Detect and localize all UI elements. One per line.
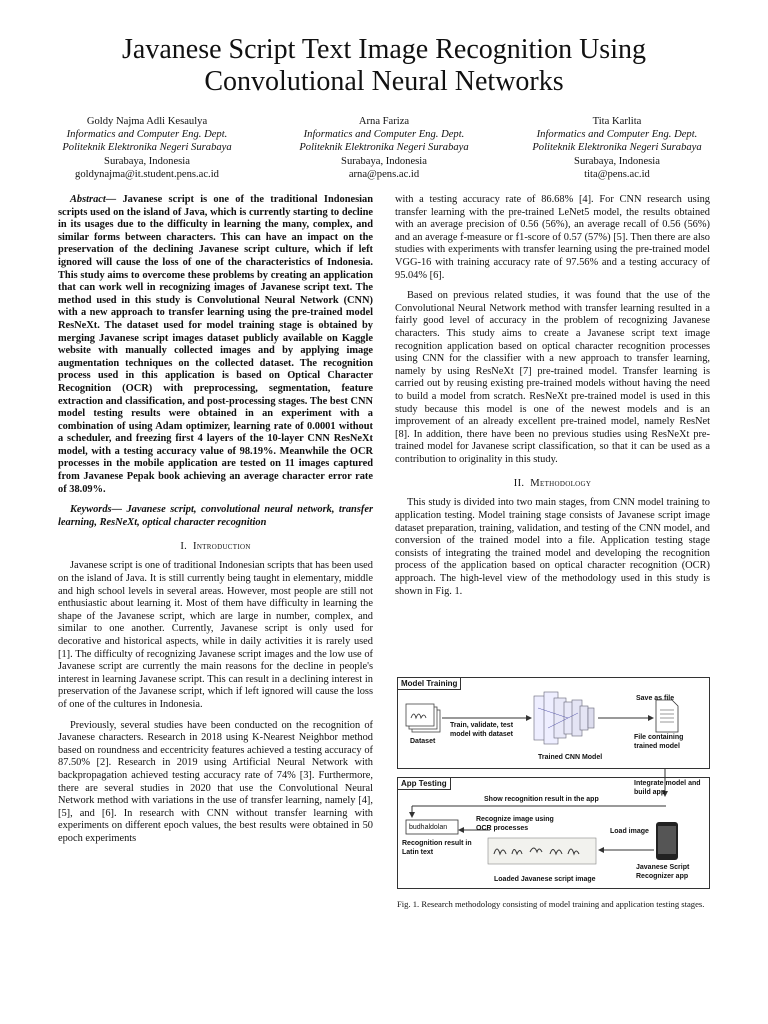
author-email: arna@pens.ac.id	[348, 168, 420, 180]
abstract-lead: Abstract—	[70, 194, 117, 205]
app-testing-title: App Testing	[398, 778, 451, 790]
author-dept: Informatics and Computer Eng. Dept.	[536, 129, 698, 141]
figure-1	[397, 677, 710, 889]
document-icon	[656, 700, 678, 732]
app-name-label: Javanese Script Recognizer app	[636, 864, 690, 880]
recognize-label: Recognize image using OCR processes	[476, 816, 554, 832]
cnn-model-icon	[534, 692, 594, 744]
author-email: goldynajma@it.student.pens.ac.id	[75, 168, 219, 180]
show-result-label: Show recognition result in the app	[484, 796, 599, 803]
author-city: Surabaya, Indonesia	[574, 155, 660, 167]
file-containing-label: File containing trained model	[634, 734, 684, 750]
loaded-image-label: Loaded Javanese script image	[494, 876, 596, 883]
intro-paragraph-2: Previously, several studies have been conducted on the recognition of Javanese characters. Research in 2018 using K-Nearest Neighbor method based on roundness and eccentricity features achieved a testing accuracy of 87.50% [2]. Research in 2019 using Artificial Neural Network with backpropagation achieved testing accuracy rate of 74% [3]. Furthermore, there are several studies in 2020 that use the Convolutional Neural Network method with variations in the use of transfer learning, namely [4], [5], and [6]. In research with CNN without transfer learning with experiments on different epoch values, the best results were obtained in 50 epoch experiments	[58, 719, 373, 844]
paper-title: Javanese Script Text Image Recognition Using Convolutional Neural Networks	[122, 34, 646, 97]
right-column	[395, 194, 710, 598]
author-2	[269, 115, 499, 181]
intro-paragraph-1: Javanese script is one of traditional Indonesian scripts that has been used on the island of Java. It is still currently being taught in elementary, middle and high school levels in several areas. However, most people are still not enthusiastic about learning it. Most of them have difficulty in learning the shape of the Javanese script, which are large in number, complex, and similar to one another. Currently, Javanese script is only used for decorative and historical aspects, while in daily activities it is rarely used [1]. The difficulty of recognizing Javanese script images and the low use of Javanese script are currently the main reasons for the decline in people's interest in learning Javanese script. This can result in a declining interest in preservation of the Javanese script, which if left ignored will cause the loss of one of the cultures in Indonesia.	[58, 560, 373, 710]
recognition-result-label: Recognition result in Latin text	[402, 840, 472, 856]
dataset-label: Dataset	[410, 738, 436, 745]
abstract-body: Javanese script is one of the traditional Indonesian scripts used on the island of Java, which is currently starting to decline in its usages due to the difficulty in learning the many, complex, and similar forms between characters. This can have an impact on the preservation of the declining Javanese script culture, which if left ignored will cause the loss of one of the characteristics of Indonesia. This study aims to overcome these problems by creating an application that can work well in recognizing images of Javanese script text. The method used in this study is Convolutional Neural Network (CNN) with a new approach to transfer learning using the pre-trained model ResNeXt. The dataset used for model training stage is obtained by merging Javanese script images dataset publicly available on Kaggle website with manually collected images and by applying image augmentation techniques on the collected dataset. The recognition process used in this application is based on Optical Character Recognition (OCR) with preprocessing, segmentation, feature extraction and classification, and post-processing stages. The best CNN model testing results were obtained in an experiment with a combination of using Adam optimizer, learning rate of 0.0001 without a scheduler, and freezing first 4 layers of the 10-layer CNN ResNeXt model, with a testing accuracy value of 98.19%. Meanwhile the OCR processes in the mobile application are tested on 11 images captured from Javanese Pepak book achieving an average character error rate of 38.09%.	[58, 194, 373, 495]
method-paragraph-1: This study is divided into two main stages, from CNN model training to application testing. Model training stage consists of Javanese script image dataset preparation, training, validation, and testing of the CNN model, and conversion of the trained model into a file. Application testing stage consists of integrating the trained model and developing the recognition process of the application based on optical character recognition (OCR) approach. The high-level view of the methodology used in this study is shown in Fig. 1.	[395, 497, 710, 597]
author-institution: Politeknik Elektronika Negeri Surabaya	[532, 142, 702, 154]
author-institution: Politeknik Elektronika Negeri Surabaya	[299, 142, 469, 154]
integrate-label: Integrate model and build app	[634, 780, 701, 796]
model-training-panel	[397, 677, 710, 769]
train-label: Train, validate, test model with dataset	[450, 722, 514, 738]
abstract	[58, 194, 373, 496]
author-city: Surabaya, Indonesia	[341, 155, 427, 167]
author-name: Arna Fariza	[358, 116, 410, 127]
author-dept: Informatics and Computer Eng. Dept.	[66, 129, 228, 141]
author-3	[502, 115, 732, 181]
author-city: Surabaya, Indonesia	[104, 155, 190, 167]
author-institution: Politeknik Elektronika Negeri Surabaya	[62, 142, 232, 154]
figure-1-caption: Fig. 1. Research methodology consisting of model training and application testing stages.	[397, 899, 705, 909]
keywords: Keywords— Javanese script, convolutional neural network, transfer learning, ResNeXt, optical character recognition	[58, 504, 373, 528]
latin-word-text: budhaldolan	[409, 824, 448, 831]
model-training-title: Model Training	[398, 678, 461, 690]
app-testing-panel	[397, 777, 710, 889]
author-name: Tita Karlita	[592, 116, 642, 127]
trained-cnn-label: Trained CNN Model	[538, 754, 603, 761]
author-dept: Informatics and Computer Eng. Dept.	[303, 129, 465, 141]
javanese-script-image	[488, 838, 596, 864]
dataset-icon	[406, 704, 440, 732]
right-paragraph-2: Based on previous related studies, it was found that the use of the Convolutional Neural Network method with transfer learning resulted in a fairly good level of accuracy in the problem of recognizing Javanese characters. This study aims to create a Javanese script text image recognition application based on optical character recognition processes using CNN for the classifier with a new approach to transfer learning, namely by using ResNeXt [7] pre-trained model. Transfer learning is carried out by reusing existing pre-trained models without having the need to build a model from scratch. ResNeXt pre-trained model is used in this study because this model is one of the newest models and is an improvement of an already excellent pre-trained model, namely ResNet [8]. In addition, there have been no previous studies using ResNeXt pre-trained model for Javanese script classification, so that it can be used as a contribution to originality in this study.	[395, 290, 710, 465]
load-image-label: Load image	[610, 828, 649, 835]
left-column	[58, 194, 373, 846]
author-email: tita@pens.ac.id	[584, 168, 650, 180]
section-heading-introduction: I. Introduction	[180, 541, 251, 553]
save-as-file-label: Save as file	[636, 695, 675, 702]
phone-icon	[656, 822, 678, 860]
author-name: Goldy Najma Adli Kesaulya	[86, 116, 208, 127]
author-1	[32, 115, 262, 181]
right-paragraph-1: with a testing accuracy rate of 86.68% [4]. For CNN research using transfer learning with the pre-trained LeNet5 model, the results obtained with an average precision of 0.56 (56%), an average recall of 0.56 (56%) and an average f-measure or f1-score of 0.57 (57%) [5]. Then there are also studies with experiments with transfer learning using the pre-trained model VGG-16 with training accuracy rate of 97.56% and a testing accuracy of 95.04% [6].	[395, 194, 710, 281]
section-heading-methodology: II. Methodology	[513, 478, 592, 490]
